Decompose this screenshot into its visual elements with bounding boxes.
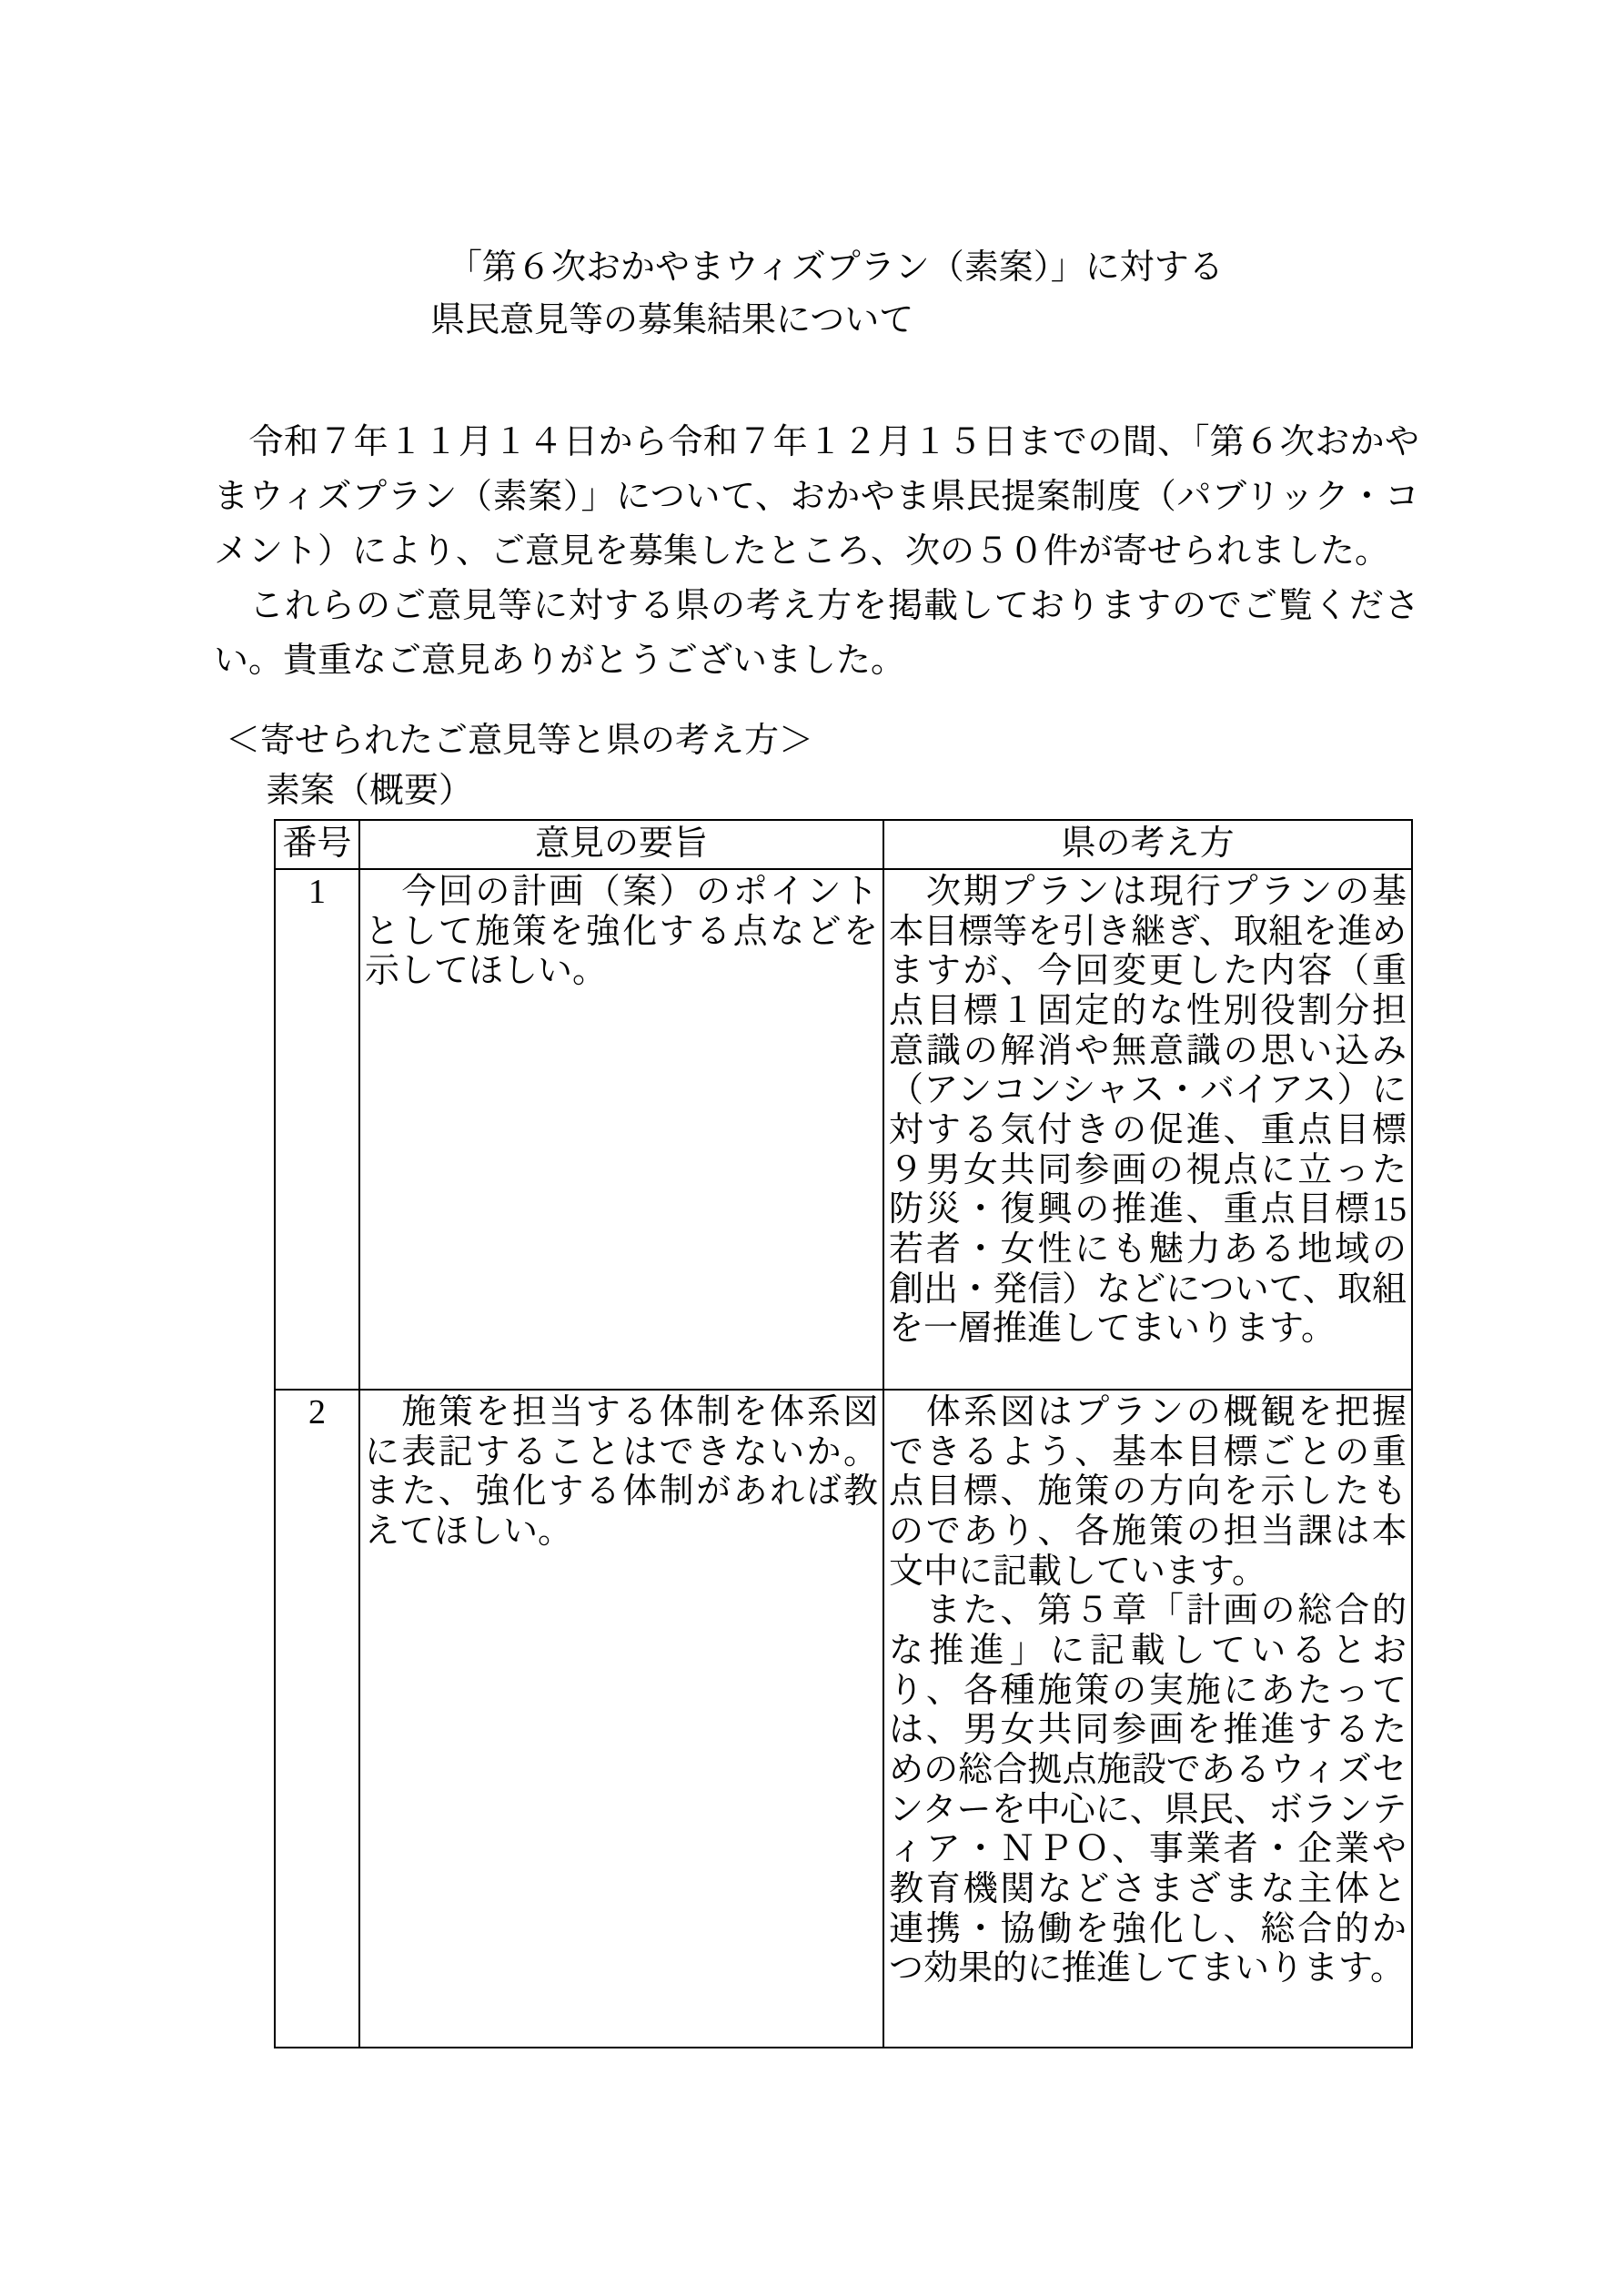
- answer-text: 体系図はプランの概観を把握できるよう、基本目標ごとの重点目標、施策の方向を示したものであり、各施策の担当課は本文中に記載しています。: [889, 1392, 1407, 1591]
- table-row: [275, 869, 1412, 1390]
- col-header-number: 番号: [275, 820, 359, 869]
- answer-text: 次期プランは現行プランの基本目標等を引き継ぎ、取組を進めますが、今回変更した内容（重点目標１固定的な性別役割分担意識の解消や無意識の思い込み（アンコンシャス・バイアス）に対する気付きの促進、重点目標９男女共同参画の視点に立った防災・復興の推進、重点目標15若者・女性にも魅力ある地域の創出・発信）などについて、取組を一層推進してまいります。: [889, 872, 1407, 1349]
- col-header-opinion: 意見の要旨: [359, 820, 883, 869]
- intro-paragraph-2: これらのご意見等に対する県の考え方を掲載しておりますのでご覧ください。貴重なご意見ありがとうございました。: [214, 586, 1419, 680]
- opinion-text: 今回の計画（案）のポイントとして施策を強化する点などを示してほしい。: [365, 872, 878, 991]
- col-header-answer: 県の考え方: [883, 820, 1412, 869]
- intro-paragraph-1: 令和７年１１月１４日から令和７年１２月１５日までの間、「第６次おかやまウィズプラン（素案）」について、おかやま県民提案制度（パブリック・コメント）により、ご意見を募集したところ、次の５０件が寄せられました。: [214, 422, 1419, 571]
- document-title: [430, 242, 1419, 348]
- opinions-table: [274, 819, 1413, 2048]
- opinions-table-header: [275, 820, 1412, 869]
- row-number: 1: [275, 869, 359, 1390]
- intro-paragraphs: [214, 415, 1419, 688]
- answer-cell: [883, 1390, 1412, 2048]
- answer-cell: [883, 869, 1412, 1390]
- section-heading: ＜寄せられたご意見等と県の考え方＞: [226, 721, 814, 760]
- opinion-cell: [359, 1390, 883, 2048]
- table-caption: 素案（概要）: [266, 771, 474, 810]
- row-number: 2: [275, 1390, 359, 2048]
- table-row: [275, 1390, 1412, 2048]
- opinion-text: 施策を担当する体制を体系図に表記することはできないか。また、強化する体制があれば教えてほしい。: [365, 1392, 878, 1551]
- title-line-2: 県民意見等の募集結果について: [430, 300, 914, 339]
- opinions-table-body: [275, 869, 1412, 2048]
- opinion-cell: [359, 869, 883, 1390]
- answer-text: また、第５章「計画の総合的な推進」に記載しているとおり、各種施策の実施にあたっては、男女共同参画を推進するための総合拠点施設であるウィズセンターを中心に、県民、ボランティア・ＮＰＯ、事業者・企業や教育機関などさまざまな主体と連携・協働を強化し、総合的かつ効果的に推進してまいります。: [889, 1592, 1407, 1988]
- title-line-1: 「第６次おかやまウィズプラン（素案）」に対する: [448, 248, 1224, 287]
- header-row: [275, 820, 1412, 869]
